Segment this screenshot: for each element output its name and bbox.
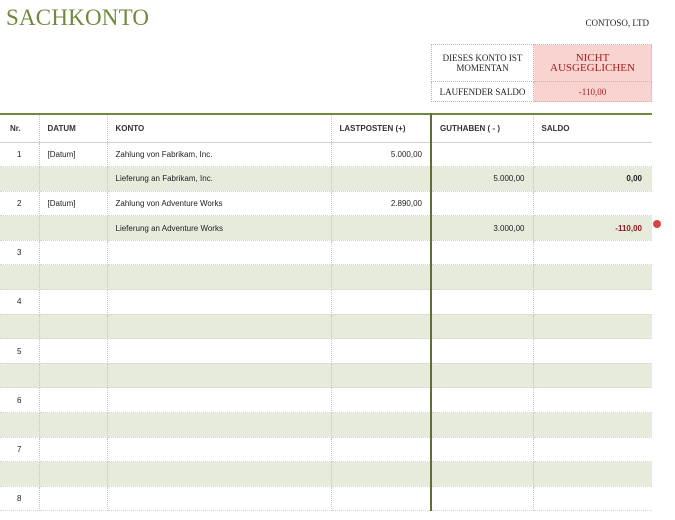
cell-datum[interactable] (39, 167, 107, 192)
cell-lastposten[interactable] (331, 363, 431, 388)
ledger-table (0, 113, 652, 511)
cell-nr[interactable]: 4 (0, 290, 39, 315)
cell-konto[interactable]: Zahlung von Fabrikam, Inc. (107, 142, 331, 167)
cell-guthaben[interactable] (431, 413, 533, 438)
cell-nr[interactable] (0, 462, 39, 487)
cell-lastposten[interactable] (331, 290, 431, 315)
status-value[interactable]: NICHT AUSGEGLICHEN (534, 45, 652, 82)
cell-lastposten[interactable] (331, 240, 431, 265)
cell-guthaben[interactable] (431, 339, 533, 364)
cell-guthaben[interactable] (431, 265, 533, 290)
cell-datum[interactable] (39, 437, 107, 462)
cell-guthaben[interactable]: 3.000,00 (431, 216, 533, 241)
cell-saldo[interactable] (533, 314, 652, 339)
cell-nr[interactable] (0, 413, 39, 438)
cell-lastposten[interactable] (331, 486, 431, 511)
cell-lastposten[interactable]: 2.890,00 (331, 191, 431, 216)
table-row (0, 413, 652, 438)
cell-lastposten[interactable] (331, 413, 431, 438)
cell-konto[interactable]: Lieferung an Fabrikam, Inc. (107, 167, 331, 192)
cell-konto[interactable] (107, 437, 331, 462)
cell-guthaben[interactable] (431, 240, 533, 265)
table-row (0, 240, 652, 265)
cell-konto[interactable] (107, 413, 331, 438)
cell-lastposten[interactable]: 5.000,00 (331, 142, 431, 167)
cell-nr[interactable] (0, 265, 39, 290)
cell-guthaben[interactable] (431, 363, 533, 388)
cell-konto[interactable] (107, 339, 331, 364)
col-header-lastposten[interactable]: LASTPOSTEN (+) (331, 114, 431, 142)
ledger-body (0, 142, 652, 511)
cell-nr[interactable] (0, 314, 39, 339)
cell-guthaben[interactable] (431, 388, 533, 413)
cell-nr[interactable]: 1 (0, 142, 39, 167)
cell-datum[interactable] (39, 388, 107, 413)
cell-nr[interactable] (0, 167, 39, 192)
cell-datum[interactable] (39, 486, 107, 511)
table-row (0, 339, 652, 364)
cell-saldo[interactable] (533, 413, 652, 438)
cell-nr[interactable]: 6 (0, 388, 39, 413)
cell-datum[interactable] (39, 290, 107, 315)
cell-datum[interactable] (39, 462, 107, 487)
table-row (0, 142, 652, 167)
running-balance-value[interactable]: -110,00 (534, 82, 652, 102)
cell-lastposten[interactable] (331, 339, 431, 364)
cell-saldo[interactable] (533, 240, 652, 265)
table-row (0, 388, 652, 413)
cell-saldo[interactable] (533, 290, 652, 315)
cell-konto[interactable] (107, 290, 331, 315)
cell-guthaben[interactable] (431, 290, 533, 315)
cell-saldo[interactable] (533, 265, 652, 290)
cell-saldo[interactable] (533, 486, 652, 511)
table-row (0, 314, 652, 339)
table-row (0, 216, 652, 241)
cell-saldo[interactable]: -110,00 (533, 216, 652, 241)
col-header-guthaben[interactable]: GUTHABEN ( - ) (431, 114, 533, 142)
cell-nr[interactable]: 8 (0, 486, 39, 511)
cell-datum[interactable] (39, 339, 107, 364)
col-header-nr[interactable]: Nr. (0, 114, 39, 142)
company-name: CONTOSO, LTD (585, 18, 649, 28)
cell-saldo[interactable]: 0,00 (533, 167, 652, 192)
cell-datum[interactable]: [Datum] (39, 142, 107, 167)
cell-saldo[interactable] (533, 363, 652, 388)
cell-guthaben[interactable] (431, 437, 533, 462)
table-row (0, 462, 652, 487)
cell-nr[interactable]: 5 (0, 339, 39, 364)
cell-guthaben[interactable] (431, 191, 533, 216)
cell-saldo[interactable] (533, 191, 652, 216)
col-header-datum[interactable]: DATUM (39, 114, 107, 142)
table-row (0, 191, 652, 216)
cell-lastposten[interactable] (331, 265, 431, 290)
cell-konto[interactable] (107, 462, 331, 487)
running-balance-label: LAUFENDER SALDO (432, 82, 534, 102)
cell-guthaben[interactable] (431, 142, 533, 167)
account-status-panel (431, 44, 652, 102)
status-label: DIESES KONTO IST MOMENTAN (432, 45, 534, 82)
cell-guthaben[interactable] (431, 486, 533, 511)
table-row (0, 437, 652, 462)
cell-datum[interactable] (39, 413, 107, 438)
col-header-konto[interactable]: KONTO (107, 114, 331, 142)
cell-konto[interactable]: Lieferung an Adventure Works (107, 216, 331, 241)
cell-lastposten[interactable] (331, 388, 431, 413)
cell-konto[interactable] (107, 486, 331, 511)
table-row (0, 486, 652, 511)
cell-lastposten[interactable] (331, 314, 431, 339)
cell-konto[interactable] (107, 363, 331, 388)
cell-lastposten[interactable] (331, 462, 431, 487)
warning-dot-icon (653, 220, 661, 228)
col-header-saldo[interactable]: SALDO (533, 114, 652, 142)
table-row (0, 265, 652, 290)
cell-datum[interactable] (39, 240, 107, 265)
cell-konto[interactable] (107, 314, 331, 339)
cell-nr[interactable] (0, 216, 39, 241)
cell-konto[interactable]: Zahlung von Adventure Works (107, 191, 331, 216)
cell-guthaben[interactable]: 5.000,00 (431, 167, 533, 192)
cell-datum[interactable] (39, 314, 107, 339)
cell-konto[interactable] (107, 388, 331, 413)
cell-nr[interactable]: 2 (0, 191, 39, 216)
cell-konto[interactable] (107, 265, 331, 290)
cell-saldo[interactable] (533, 142, 652, 167)
cell-lastposten[interactable] (331, 167, 431, 192)
cell-nr[interactable]: 7 (0, 437, 39, 462)
cell-datum[interactable]: [Datum] (39, 191, 107, 216)
cell-guthaben[interactable] (431, 314, 533, 339)
cell-nr[interactable] (0, 363, 39, 388)
cell-nr[interactable]: 3 (0, 240, 39, 265)
ledger-header-row (0, 114, 652, 142)
cell-konto[interactable] (107, 240, 331, 265)
page-title: SACHKONTO (6, 5, 150, 30)
cell-lastposten[interactable] (331, 216, 431, 241)
cell-datum[interactable] (39, 363, 107, 388)
cell-saldo[interactable] (533, 339, 652, 364)
cell-lastposten[interactable] (331, 437, 431, 462)
table-row (0, 363, 652, 388)
cell-saldo[interactable] (533, 437, 652, 462)
cell-datum[interactable] (39, 216, 107, 241)
cell-guthaben[interactable] (431, 462, 533, 487)
table-row (0, 167, 652, 192)
cell-datum[interactable] (39, 265, 107, 290)
cell-saldo[interactable] (533, 388, 652, 413)
cell-saldo[interactable] (533, 462, 652, 487)
table-row (0, 290, 652, 315)
